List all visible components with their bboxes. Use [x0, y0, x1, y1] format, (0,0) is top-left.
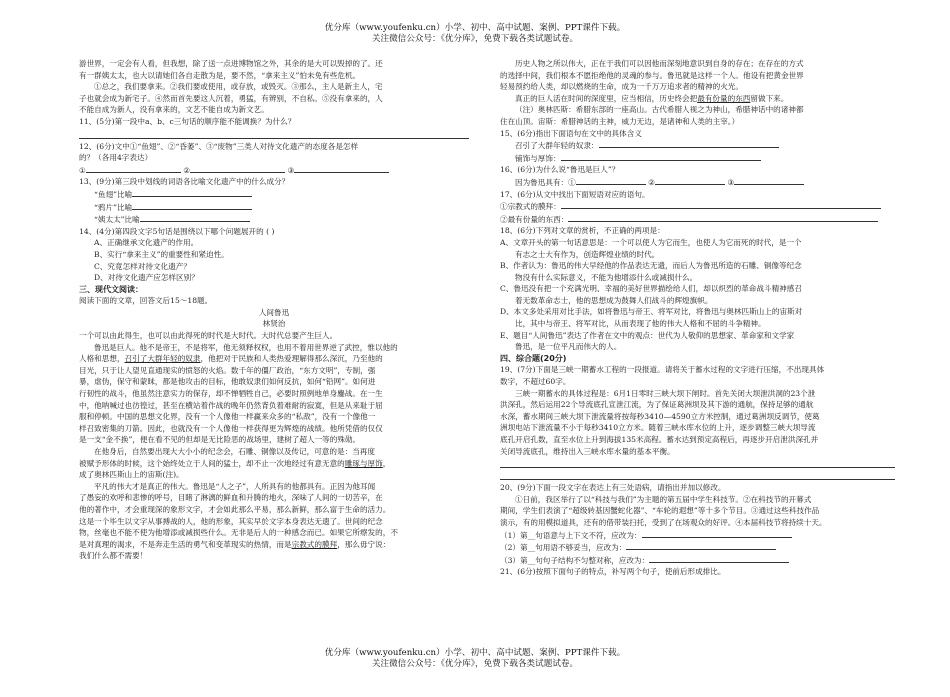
question-13-item: “鱼翅”比喻 [79, 188, 469, 201]
question-13-item: “鸦片”比喻 [79, 201, 469, 214]
footer-line-1: 优分库（www.youfenku.cn）小学、初中、高中试题、案例、PPT课件下载。 [324, 648, 626, 658]
text-line: 鲁迅是巨人。他不是帝王，不是将军，他无须释权权，也用不着用世界逆了武控，惟以他的 [94, 342, 398, 352]
question-19: 19、(7分)下面是三峡一期蓄水工程的一段报道。请将关于蓄水过程的文字进行压缩，不出现具体 [500, 365, 825, 375]
text-line: 被赋予形体的时候，这个始终处立于人间的猛士，却不止一次地经过有意无意的雕琢与厚饰， [79, 458, 391, 468]
article-author: 林贤治 [262, 319, 286, 329]
answer-blank [140, 213, 250, 222]
text-line: 演示，有的用模拟道具，还有的借带装扫托，受到了在场观众的好评。④本届科技节将持续十天。 [500, 517, 827, 527]
answer-blank [568, 213, 878, 222]
answer-blank [576, 176, 646, 185]
underlined-phrase: 宗教式的膜拜 [291, 539, 338, 549]
text-line: 他的著作中，才会重现深的象形文字，才会如此那么平易，那么新鲜，那么富于生命的活力。 [79, 504, 391, 514]
text-line: 历史人物之所以伟大，正在于我们可以因他而深刻地意识到自身的存在；在存在的方式 [515, 59, 804, 68]
section-intro: 阅读下面的文章，回答文后15～18题。 [79, 296, 213, 306]
answer-blank [561, 152, 761, 161]
question-18: 18、(6分)下列对文章的赏析，不正确的两项是： [500, 226, 665, 236]
text-line: ①总之，我们要拿来。②我们要或使用，或存放，或毁灭。③那么，主人是新主人，宅 [94, 82, 383, 92]
answer-blank [642, 529, 792, 538]
text-line: 关闭导流底孔，维持出入三峡水库水量的基本平衡。 [500, 446, 675, 456]
header-line-1: 优分库（www.youfenku.cn）小学、初中、高中试题、案例、PPT课件下载。 [324, 23, 626, 33]
text-line: 这是一个毕生以文字从事搏战的人，他的形象，其实早於文字本身表达无遗了。世间的纪念 [79, 516, 383, 526]
question-12: 12、(6分)文中①“鱼翅”、②“昏萎”、③“废物”三类人对待文化遗产的态度各是怎样 [79, 141, 359, 151]
text-line: 在他身后，自然要出现大大小小的纪念会，石雕、铜像以及传记，可意的是：当再度 [94, 447, 375, 456]
answer-line [500, 470, 895, 480]
question-14: 14、(4分)第四段文字5句话是围绕以下哪个问题展开的 ( ) [79, 226, 275, 236]
section-heading: 三、现代文阅读： [79, 284, 143, 294]
page-header [0, 23, 950, 45]
option-c: C、鲁迅没有把一个充满光明、幸福的美好世界描绘给人们，却以炽烈的革命战斗精神感召 [500, 284, 802, 294]
answer-blank [190, 164, 285, 173]
option-d: D、本文多处采用对比手法，如将鲁迅与帝王、将军对比，将鲁迅与奥林匹斯山上的宙斯对 [500, 307, 803, 317]
answer-blank [626, 541, 776, 550]
text-line: 是一支“金不换”，便在看不见的但却是无比险恶的战场里，建树了超人一等的殊勋。 [79, 435, 361, 445]
text-line: 行韧性的战斗，他虽然注意实力的保存，却不惮牺牲自己，必要时照例地单身鏖战。在一生 [79, 389, 383, 399]
answer-blank [561, 200, 881, 209]
option-c: C、究竟怎样对待文化遗产？ [94, 261, 191, 271]
text-line: 游世界，一定会有人看，但我想，除了送一点进博物馆之外，其余的是大可以毁掉的了。还 [79, 59, 383, 68]
option-b: B、作者认为：鲁迅的伟大早经他的作品表达无遗，而后人为鲁迅所造的石雕、铜像等纪念 [500, 261, 802, 271]
option-e: E、题目“人间鲁迅”表达了作者在文中的观点：世代为人敬仰的思想家、革命家和文学家 [500, 330, 795, 340]
text-line: 轻易预约给人类，却以燃烧的生命，成为一千万万追求者的精神的火光。 [500, 82, 743, 92]
underlined-phrase: 召引了大群年轻的奴隶 [124, 354, 201, 364]
question-20-item: （3）第__句句子结构不匀整对称，应改为： [500, 554, 895, 567]
text-line: 真正的巨人活在时间的深度里，应当相信，历史终会把最有份量的东西留做下来。 [515, 93, 789, 103]
option-b-cont: 物没有什么实际意义，不能为他增添什么或减损什么。 [515, 272, 698, 282]
header-line-2: 关注微信公众号：《优分库》，免费下载各类试题试卷。 [371, 34, 579, 44]
section-heading: 四、综合题(20分) [500, 353, 567, 363]
note-line: 住在山顶。宙斯：希腊神话的主神，威力无边，是诸神和人类的主宰。） [500, 116, 740, 126]
text-line: 三峡一期蓄水的具体过程是：6月1日零时三峡大坝下闸时。首先关闭大坝泄洪洞的23个泄 [515, 388, 816, 398]
answer-blank [655, 176, 725, 185]
option-c-cont: 着无数革命志士，他的思想成为鼓舞人们战斗的辉煌旗帜。 [515, 295, 713, 305]
underlined-phrase: 雕琢与厚饰 [344, 458, 383, 468]
question-17-item: ②最有份量的东西： [500, 213, 895, 226]
page-footer [0, 648, 950, 670]
text-line: 的选择中间，我们根本不愿拒绝他的灵魂的参与。鲁迅就是这样一个人。他设有把黄金世界 [500, 70, 804, 80]
article-title: 人间鲁迅 [258, 307, 290, 317]
left-column [79, 58, 469, 562]
text-line: 底孔开启孔数，直至水位上升到海拔135米高程。蓄水达到预定高程后，再逐步开启泄洪深孔并 [500, 435, 819, 444]
question-19-cont: 数字，不超过60字。 [500, 377, 571, 387]
answer-blank [132, 201, 252, 210]
text-line: 我们什么都不需要！ [79, 551, 148, 561]
text-line: 期间，学生们表演了“超级转基因蟹蛇化器”、“车轮的遐想”等十多个节目。③通过这些科技作品 [500, 506, 820, 516]
text-line: 子也就会成为新宅子。④然而首先要这人沉着，勇猛，有辨别，不自私。⑤没有拿来的，人 [79, 93, 383, 103]
text-line: 目光，只于让人望见直通现实的愤怒的火焰。数千年的僵厂政治，“东方文明”，专制，强 [79, 365, 376, 375]
answer-line [500, 458, 895, 468]
question-17-item: ①宗教式的膜拜： [500, 200, 895, 213]
right-column [500, 58, 895, 578]
question-12-blanks: ① ② ③ [79, 164, 469, 177]
text-line: 物，丝毫也不能不使为他增添或减损些什么。无非是后人的一种感念而已。如果它所瘵发的，不 [79, 528, 398, 538]
text-line: 水深，蓄水期间三峡大坝下泄流量将按每秒3410—4590立方米控制，通过葛洲坝反调节，使葛 [500, 411, 820, 421]
question-16-answer: 因为鲁迅具有：① ② ③ [500, 176, 895, 189]
text-line: 暴，虐伪，保守和蒙昧，都是他攻击的目标，他敢奴隶们如何反抗，如何“铅网”。如何进 [79, 377, 376, 387]
answer-blank [86, 164, 181, 173]
option-a-cont: 有志之士大有作为，创造辉煌业绩的时代。 [515, 249, 660, 259]
answer-blank [294, 164, 389, 173]
text-line: 成了奥林匹斯山上的宙斯(注)。 [79, 470, 184, 480]
underlined-phrase: 最有份量的东西 [697, 93, 751, 103]
question-21: 21、(6分)按照下面句子的特点，补写两个句子，使前后形成排比。 [500, 567, 726, 577]
question-11: 11、(5分)第一段中a、b、c三句话的顺序能不能调换？为什么？ [79, 116, 296, 126]
text-line: 服和停顿。中国的思想文化界，没有一个人像他一样赢来众多的“私敌”，没有一个像他一 [79, 412, 376, 422]
question-15: 15、(6分)指出下面语句在文中的具体含义 [500, 128, 642, 138]
text-line: 中，他呐喊过也彷徨过，甚至在横站着作战的晚年仍然背负着难耐的寂寞，但是从来耻于屈 [79, 400, 383, 410]
text-line: 不能自成为新人，没有拿来的，文艺不能自成为新文艺。 [79, 105, 269, 115]
option-a: A、正确继承文化遗产的作用。 [94, 238, 199, 248]
answer-blank [132, 188, 252, 197]
question-16: 16、(6分)为什么说“鲁迅是巨人”？ [500, 165, 620, 175]
question-15-item: 铺饰与厚饰： [500, 152, 895, 165]
option-a: A、文章开头的第一句话意思是：一个可以使人为它而生，也使人为它而死的时代，是一个 [500, 237, 802, 247]
text-line: 有一群姨太太，也大以请她们各自走散为是，要不然，“拿来主义”怕未免有些危机。 [79, 70, 361, 80]
option-b: B、实行“拿来主义”的重要性和紧迫性。 [94, 249, 229, 259]
option-d: D、对待文化遗产应怎样区别？ [94, 273, 199, 283]
text-line: 一个可以由此得生，也可以由此得死的时代是大时代。大时代总要产生巨人。 [79, 331, 338, 341]
text-line: 人格和思想，召引了大群年轻的奴隶，他把对于民族和人类热爱理解得那么深沉，乃至他的 [79, 354, 383, 364]
answer-blank [599, 139, 779, 148]
text-line: 洪深孔，然后运用22个导流底孔宣泄江流，为了保证葛洲坝及其下游的通航，保持足够的通航 [500, 400, 814, 410]
answer-blank [649, 554, 789, 563]
text-line: 样召致密集的刀箭。因此，也就没有一个人像他一样获得更为辉煌的战绩。他所凭借的仅仅 [79, 423, 383, 433]
text-line: ①日前，我区举行了以“科技与我们”为主题的第五届中学生科技节。②在科技节的开幕式 [515, 494, 812, 504]
question-20: 20、(9分)下面一段文字在表达上有三处语病，请指出并加以修改。 [500, 483, 726, 493]
text-line: 是对真理的渴求，不是奔走生活的勇气和变革现实的热情，而是宗教式的膜拜，那么毋宁说： [79, 539, 391, 549]
question-13-item: “姨太太”比喻 [79, 213, 469, 226]
option-d-cont: 比，其中与帝王、将军对比，从而表现了他的伟大人格和不屈的斗争精神。 [515, 319, 766, 329]
text-line: 洲坝电站下泄流量不小于每秒3410立方米。随着三峡水库水位的上升，逐步调整三峡大坝导流 [500, 423, 816, 433]
note-line: （注）奥林匹斯：希腊东部的一座高山。古代希腊人视之为神山，希腊神话中的诸神都 [515, 105, 804, 115]
question-15-item: 召引了大群年轻的奴隶： [500, 139, 895, 152]
question-12-cont: 的？（各用4字表达） [79, 153, 153, 163]
text-line: 了愚妄的欢呼和悲惨的呼号，目睹了淋漓的鲜血和升腾的地火，深味了人间的一切苦辛，在 [79, 493, 383, 503]
question-20-item: （2）第__句用语不够妥当，应改为： [500, 541, 895, 554]
question-20-item: （1）第__句语意与上下文不符，应改为： [500, 529, 895, 542]
option-e-cont: 鲁迅，是一位平凡而伟大的人。 [515, 342, 622, 352]
answer-blank [734, 176, 804, 185]
footer-line-2: 关注微信公众号：《优分库》，免费下载各类试题试卷。 [371, 659, 579, 669]
text-line: 平凡的伟大才是真正的伟大。鲁迅是“人之子”，人所具有的他都具有。正因为他耳闻 [94, 481, 376, 491]
answer-line [79, 129, 469, 139]
question-13: 13、(9分)第三段中划线的词语各比喻文化遗产中的什么成分？ [79, 177, 290, 187]
question-17: 17、(6分)从文中找出下面短语对应的语句。 [500, 189, 650, 199]
